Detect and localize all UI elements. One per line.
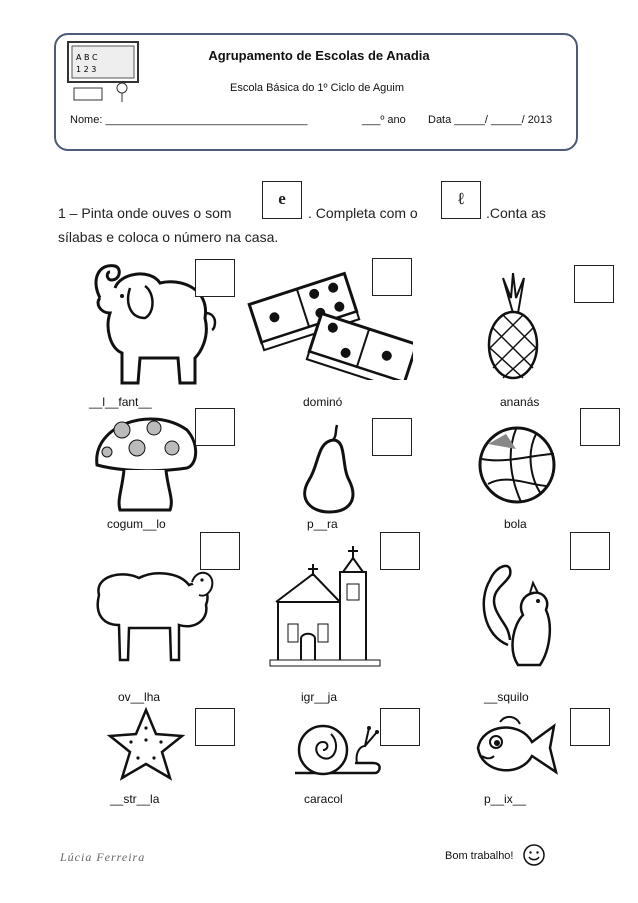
instruction-line-1 <box>58 189 618 227</box>
svg-text:1 2 3: 1 2 3 <box>76 65 97 74</box>
date-field[interactable]: Data _____/ _____/ 2013 <box>428 114 553 126</box>
syllable-count-box[interactable] <box>200 532 240 570</box>
word-label: cogum__lo <box>107 517 166 531</box>
syllable-count-box[interactable] <box>195 259 235 297</box>
ball-icon <box>476 424 558 506</box>
word-label: bola <box>504 517 527 531</box>
instruction-part-1: 1 – Pinta onde ouves o som <box>58 205 232 221</box>
word-label: __str__la <box>110 792 160 806</box>
syllable-count-box[interactable] <box>380 532 420 570</box>
pear-icon <box>297 420 361 514</box>
word-label: ov__lha <box>118 690 161 704</box>
word-label: p__ra <box>307 517 338 531</box>
instruction-line-2: sílabas e coloca o número na casa. <box>58 229 279 245</box>
syllable-count-box[interactable] <box>195 708 235 746</box>
svg-text:A B C: A B C <box>76 53 98 62</box>
syllable-count-box[interactable] <box>380 708 420 746</box>
school-group-title: Agrupamento de Escolas de Anadia <box>208 48 430 63</box>
word-label: igr__ja <box>301 690 338 704</box>
name-field[interactable]: Nome: _________________________________ <box>70 114 308 126</box>
pineapple-icon <box>478 273 548 383</box>
word-label: ananás <box>500 395 540 409</box>
syllable-count-box[interactable] <box>570 708 610 746</box>
word-label: caracol <box>304 792 343 806</box>
author-signature: Lúcia Ferreira <box>60 850 146 864</box>
starfish-icon <box>106 706 186 782</box>
syllable-count-box[interactable] <box>372 258 412 296</box>
word-label: __squilo <box>484 690 529 704</box>
grade-field[interactable]: ___º ano <box>362 114 406 126</box>
smiley-icon <box>522 843 546 867</box>
school-name: Escola Básica do 1º Ciclo de Aguim <box>230 82 404 94</box>
syllable-count-box[interactable] <box>574 265 614 303</box>
closing-text: Bom trabalho! <box>445 850 514 862</box>
syllable-count-box[interactable] <box>195 408 235 446</box>
word-label: dominó <box>303 395 343 409</box>
letter-e-box: e <box>262 181 302 219</box>
mushroom-icon <box>92 410 198 516</box>
fish-icon <box>470 712 558 784</box>
word-label: p__ix__ <box>484 792 527 806</box>
word-label: __l__fant__ <box>89 395 152 409</box>
syllable-count-box[interactable] <box>580 408 620 446</box>
instruction-part-3: .Conta as <box>486 205 546 221</box>
letter-l-box: ℓ <box>441 181 481 219</box>
squirrel-icon <box>478 555 554 670</box>
snail-icon <box>285 718 385 780</box>
instruction-part-2: . Completa com o <box>308 205 418 221</box>
syllable-count-box[interactable] <box>372 418 412 456</box>
sheep-icon <box>84 560 214 665</box>
syllable-count-box[interactable] <box>570 532 610 570</box>
church-icon <box>268 544 388 668</box>
